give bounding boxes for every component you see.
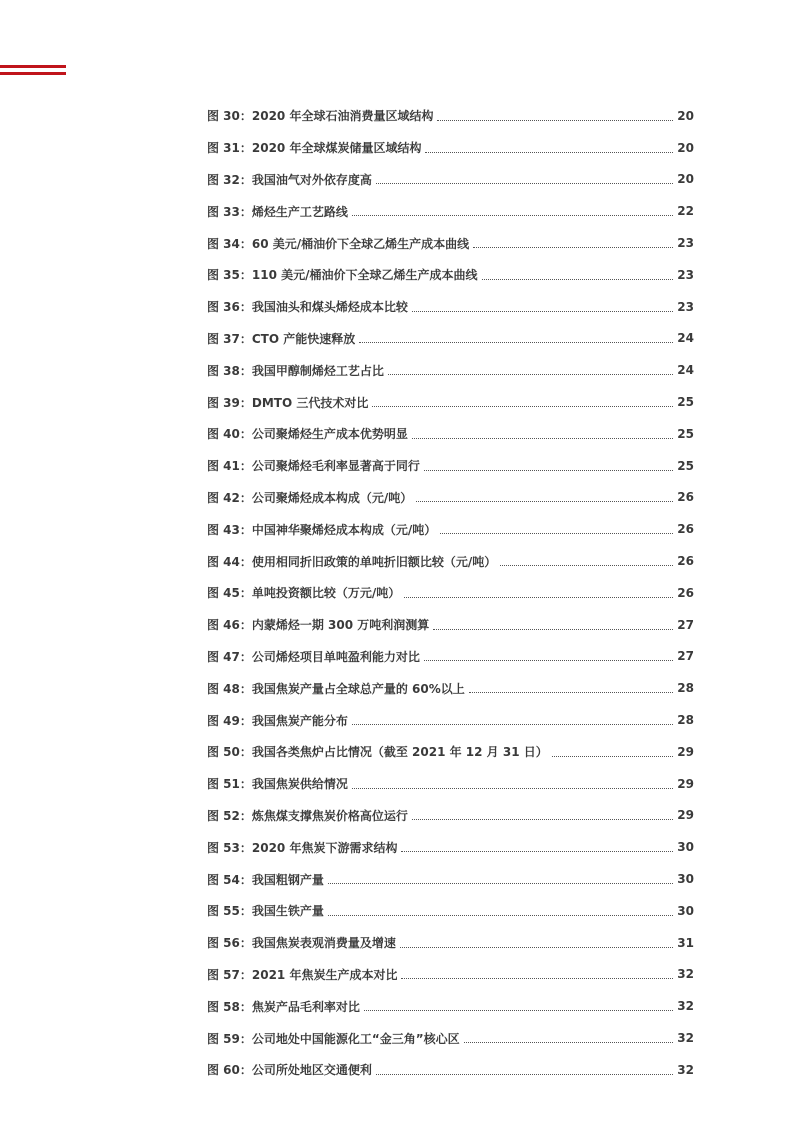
toc-entry-page-number[interactable]: 30 xyxy=(677,903,694,918)
toc-dot-leader xyxy=(473,246,673,248)
toc-entry-page-number[interactable]: 30 xyxy=(677,872,694,887)
toc-entry-page-number[interactable]: 28 xyxy=(677,681,694,696)
toc-entry[interactable] xyxy=(207,863,694,895)
toc-entry-title[interactable]: 图 42：公司聚烯烃成本构成（元/吨） xyxy=(207,490,413,505)
toc-entry-page-number[interactable]: 23 xyxy=(677,267,694,282)
toc-entry[interactable] xyxy=(207,513,694,545)
toc-entry-title[interactable]: 图 58：焦炭产品毛利率对比 xyxy=(207,999,360,1014)
toc-entry-title[interactable]: 图 48：我国焦炭产量占全球总产量的 60%以上 xyxy=(207,681,465,696)
toc-entry-page-number[interactable]: 25 xyxy=(677,426,694,441)
toc-entry-title[interactable]: 图 46：内蒙烯烃一期 300 万吨利润测算 xyxy=(207,618,430,633)
toc-entry-title[interactable]: 图 34：60 美元/桶油价下全球乙烯生产成本曲线 xyxy=(207,236,470,251)
toc-entry-page-number[interactable]: 25 xyxy=(677,395,694,410)
toc-entry-page-number[interactable]: 24 xyxy=(677,331,694,346)
toc-dot-leader xyxy=(482,278,674,280)
toc-entry-page-number[interactable]: 26 xyxy=(677,554,694,569)
toc-entry[interactable] xyxy=(207,323,694,355)
toc-entry-title[interactable]: 图 31：2020 年全球煤炭储量区域结构 xyxy=(207,141,422,156)
header-rule-top xyxy=(0,65,66,68)
toc-entry-title[interactable]: 图 30：2020 年全球石油消费量区域结构 xyxy=(207,109,434,124)
toc-entry-page-number[interactable]: 26 xyxy=(677,585,694,600)
toc-dot-leader xyxy=(364,1009,673,1011)
toc-entry[interactable] xyxy=(207,641,694,673)
toc-dot-leader xyxy=(404,596,673,598)
toc-entry[interactable] xyxy=(207,800,694,832)
toc-entry-title[interactable]: 图 54：我国粗钢产量 xyxy=(207,872,324,887)
toc-entry-title[interactable]: 图 38：我国甲醇制烯烃工艺占比 xyxy=(207,363,384,378)
toc-dot-leader xyxy=(400,946,673,948)
toc-entry[interactable] xyxy=(207,959,694,991)
toc-dot-leader xyxy=(437,119,673,121)
toc-entry-title[interactable]: 图 57：2021 年焦炭生产成本对比 xyxy=(207,967,398,982)
toc-entry-title[interactable]: 图 36：我国油头和煤头烯烃成本比较 xyxy=(207,300,408,315)
toc-dot-leader xyxy=(552,755,674,757)
toc-entry[interactable] xyxy=(207,609,694,641)
toc-entry-page-number[interactable]: 20 xyxy=(677,108,694,123)
toc-dot-leader xyxy=(388,373,673,375)
toc-entry-page-number[interactable]: 23 xyxy=(677,236,694,251)
toc-entry-title[interactable]: 图 51：我国焦炭供给情况 xyxy=(207,777,348,792)
toc-dot-leader xyxy=(416,500,673,502)
toc-entry-title[interactable]: 图 47：公司烯烃项目单吨盈利能力对比 xyxy=(207,649,420,664)
toc-entry[interactable] xyxy=(207,768,694,800)
toc-entry[interactable] xyxy=(207,831,694,863)
toc-entry[interactable] xyxy=(207,704,694,736)
toc-entry-page-number[interactable]: 32 xyxy=(677,1062,694,1077)
toc-entry-page-number[interactable]: 25 xyxy=(677,458,694,473)
toc-dot-leader xyxy=(372,405,673,407)
toc-dot-leader xyxy=(424,469,673,471)
toc-entry[interactable] xyxy=(207,132,694,164)
toc-dot-leader xyxy=(425,151,673,153)
toc-entry[interactable] xyxy=(207,418,694,450)
toc-dot-leader xyxy=(464,1041,674,1043)
toc-entry-title[interactable]: 图 50：我国各类焦炉占比情况（截至 2021 年 12 月 31 日） xyxy=(207,745,548,760)
toc-entry-title[interactable]: 图 49：我国焦炭产能分布 xyxy=(207,713,348,728)
toc-dot-leader xyxy=(412,818,673,820)
toc-dot-leader xyxy=(433,628,673,630)
toc-entry[interactable] xyxy=(207,545,694,577)
figure-table-of-contents xyxy=(207,100,694,1086)
toc-dot-leader xyxy=(424,659,673,661)
toc-entry-title[interactable]: 图 33：烯烃生产工艺路线 xyxy=(207,204,348,219)
toc-entry-title[interactable]: 图 41：公司聚烯烃毛利率显著高于同行 xyxy=(207,459,420,474)
toc-entry-title[interactable]: 图 32：我国油气对外依存度高 xyxy=(207,172,372,187)
toc-entry[interactable] xyxy=(207,736,694,768)
toc-entry[interactable] xyxy=(207,450,694,482)
toc-entry-page-number[interactable]: 20 xyxy=(677,172,694,187)
toc-entry-page-number[interactable]: 29 xyxy=(677,808,694,823)
toc-entry-page-number[interactable]: 31 xyxy=(677,935,694,950)
toc-entry-title[interactable]: 图 37：CTO 产能快速释放 xyxy=(207,331,356,346)
toc-entry-page-number[interactable]: 26 xyxy=(677,490,694,505)
toc-entry-page-number[interactable]: 30 xyxy=(677,840,694,855)
header-rule-bottom xyxy=(0,72,66,75)
toc-entry[interactable] xyxy=(207,927,694,959)
toc-entry-page-number[interactable]: 32 xyxy=(677,999,694,1014)
toc-entry[interactable] xyxy=(207,164,694,196)
toc-dot-leader xyxy=(359,341,673,343)
toc-entry-title[interactable]: 图 52：炼焦煤支撑焦炭价格高位运行 xyxy=(207,808,408,823)
toc-entry-page-number[interactable]: 32 xyxy=(677,1031,694,1045)
toc-entry-page-number[interactable]: 24 xyxy=(677,363,694,378)
toc-entry[interactable] xyxy=(207,291,694,323)
toc-entry-title[interactable]: 图 55：我国生铁产量 xyxy=(207,904,324,919)
toc-entry-title[interactable]: 图 45：单吨投资额比较（万元/吨） xyxy=(207,586,401,601)
toc-dot-leader xyxy=(500,564,673,566)
toc-dot-leader xyxy=(401,850,673,852)
toc-entry-title[interactable]: 图 39：DMTO 三代技术对比 xyxy=(207,395,369,410)
toc-entry[interactable] xyxy=(207,227,694,259)
toc-entry-page-number[interactable]: 26 xyxy=(677,522,694,537)
toc-entry[interactable] xyxy=(207,195,694,227)
toc-entry-title[interactable]: 图 56：我国焦炭表观消费量及增速 xyxy=(207,936,396,951)
toc-entry[interactable] xyxy=(207,1022,694,1054)
toc-dot-leader xyxy=(412,310,673,312)
toc-entry-title[interactable]: 图 40：公司聚烯烃生产成本优势明显 xyxy=(207,427,408,442)
toc-entry-title[interactable]: 图 53：2020 年焦炭下游需求结构 xyxy=(207,840,398,855)
toc-entry-page-number[interactable]: 27 xyxy=(677,649,694,664)
toc-entry-page-number[interactable]: 29 xyxy=(677,744,694,759)
toc-entry[interactable] xyxy=(207,1054,694,1086)
toc-dot-leader xyxy=(352,214,673,216)
toc-dot-leader xyxy=(412,437,673,439)
toc-entry-page-number[interactable]: 29 xyxy=(677,776,694,791)
toc-entry[interactable] xyxy=(207,990,694,1022)
toc-dot-leader xyxy=(469,691,674,693)
toc-entry[interactable] xyxy=(207,672,694,704)
toc-entry[interactable] xyxy=(207,386,694,418)
toc-entry-page-number[interactable]: 32 xyxy=(677,967,694,982)
toc-dot-leader xyxy=(328,882,673,884)
toc-dot-leader xyxy=(376,1073,673,1075)
toc-dot-leader xyxy=(376,182,673,184)
toc-dot-leader xyxy=(352,723,673,725)
toc-entry-page-number[interactable]: 20 xyxy=(677,140,694,155)
toc-entry-title[interactable]: 图 44：使用相同折旧政策的单吨折旧额比较（元/吨） xyxy=(207,554,497,569)
toc-entry[interactable] xyxy=(207,354,694,386)
toc-entry[interactable] xyxy=(207,895,694,927)
toc-dot-leader xyxy=(401,977,673,979)
toc-entry-page-number[interactable]: 28 xyxy=(677,713,694,728)
toc-entry-page-number[interactable]: 23 xyxy=(677,299,694,314)
toc-entry-title[interactable]: 图 59：公司地处中国能源化工“金三角”核心区 xyxy=(207,1031,460,1046)
toc-entry-title[interactable]: 图 35：110 美元/桶油价下全球乙烯生产成本曲线 xyxy=(207,268,478,283)
toc-entry-page-number[interactable]: 27 xyxy=(677,617,694,632)
toc-entry[interactable] xyxy=(207,100,694,132)
toc-entry[interactable] xyxy=(207,259,694,291)
toc-entry-title[interactable]: 图 60：公司所处地区交通便利 xyxy=(207,1063,372,1078)
toc-entry[interactable] xyxy=(207,577,694,609)
toc-entry-page-number[interactable]: 22 xyxy=(677,204,694,219)
toc-dot-leader xyxy=(328,914,673,916)
toc-entry-title[interactable]: 图 43：中国神华聚烯烃成本构成（元/吨） xyxy=(207,522,437,537)
toc-entry[interactable] xyxy=(207,482,694,514)
toc-dot-leader xyxy=(352,787,673,789)
toc-dot-leader xyxy=(440,532,673,534)
